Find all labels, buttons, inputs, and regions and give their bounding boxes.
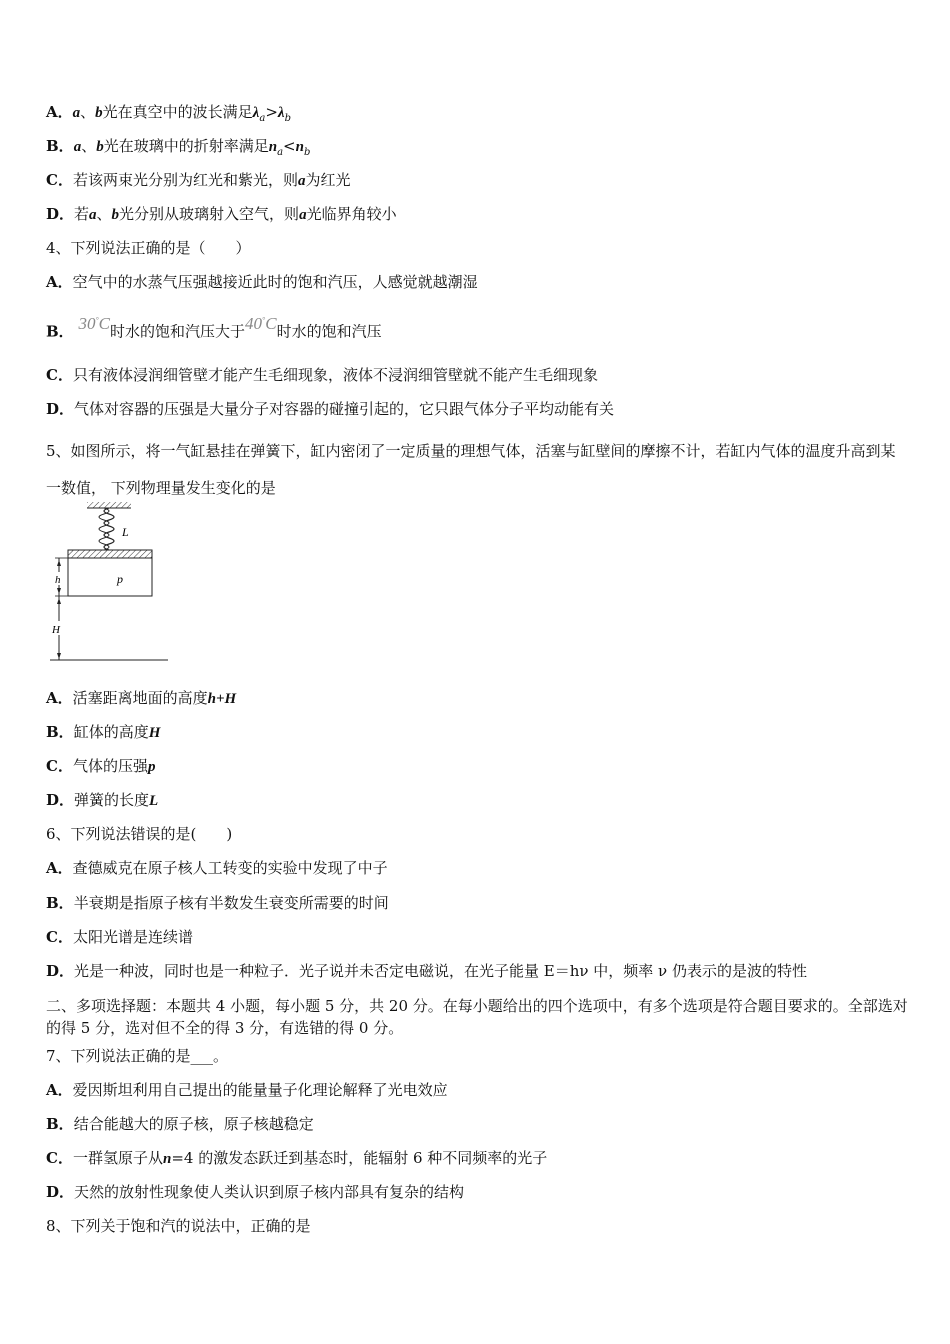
cylinder-spring-figure [44,500,174,665]
q5-option-d: D．弹簧的长度L [46,791,159,809]
q4-option-b: B． 30°C时水的饱和汽压大于40°C时水的饱和汽压 [46,313,382,341]
q5-option-a: A．活塞距离地面的高度h+H [46,689,237,707]
q6-option-c: C．太阳光谱是连续谱 [46,928,193,946]
q5-option-c: C．气体的压强p [46,757,156,775]
q3-option-b: B．a、b光在玻璃中的折射率满足$n_a<n_b$ [46,137,311,158]
label-h: h [55,574,61,586]
q5-stem: 5、如图所示，将一气缸悬挂在弹簧下，缸内密闭了一定质量的理想气体，活塞与缸壁间的摩擦不计，若缸内气体的温度升高到某一数值， 下列物理量发生变化的是 [46,442,896,497]
q7-stem: 7、下列说法正确的是___。 [46,1047,229,1065]
q7-option-c: C．一群氢原子从n=4 的激发态跃迁到基态时，能辐射 6 种不同频率的光子 [46,1149,548,1167]
q8-stem: 8、下列关于饱和汽的说法中，正确的是 [46,1217,311,1235]
q7-option-b: B．结合能越大的原子核，原子核越稳定 [46,1115,314,1133]
q6-option-b: B．半衰期是指原子核有半数发生衰变所需要的时间 [46,894,389,912]
q6-option-d: D．光是一种波，同时也是一种粒子．光子说并未否定电磁说，在光子能量 E＝hν 中，频率 ν 仍表示的是波的特性 [46,962,807,980]
ceiling-hatch [87,502,131,508]
label-p: p [117,572,123,586]
section2-instructions: 二、多项选择题：本题共 4 小题，每小题 5 分，共 20 分。在每小题给出的四个选项中，有多个选项是符合题目要求的。全部选对的得 5 分，选对但不全的得 3 分，有选错的得 0 分。 [46,997,908,1037]
temp-40c: 40°C [245,313,277,333]
q3-option-d: D．若a、b光分别从玻璃射入空气，则a光临界角较小 [46,205,397,223]
q6-option-a: A．查德威克在原子核人工转变的实验中发现了中子 [46,859,388,877]
piston [68,550,152,558]
temp-30c: 30°C [78,313,111,333]
label-H: H [52,624,60,636]
q4-option-d: D．气体对容器的压强是大量分子对容器的碰撞引起的，它只跟气体分子平均动能有关 [46,400,615,418]
q3-option-a: A．a、b光在真空中的波长满足$\lambda_a>\lambda_b$ [46,103,291,124]
q7-option-d: D．天然的放射性现象使人类认识到原子核内部具有复杂的结构 [46,1183,465,1201]
label-L: L [122,525,129,539]
cylinder-body [68,558,152,596]
q5-option-b: B．缸体的高度H [46,723,161,741]
q6-stem: 6、下列说法错误的是( ) [46,825,233,843]
q4-option-c: C．只有液体浸润细管壁才能产生毛细现象，液体不浸润细管壁就不能产生毛细现象 [46,366,598,384]
q4-stem: 4、下列说法正确的是（ ） [46,239,251,257]
spring [99,508,114,550]
q7-option-a: A．爱因斯坦利用自己提出的能量量子化理论解释了光电效应 [46,1081,448,1099]
q4-option-a: A．空气中的水蒸气压强越接近此时的饱和汽压，人感觉就越潮湿 [46,273,478,291]
q3-option-c: C．若该两束光分别为红光和紫光，则a为红光 [46,171,351,189]
